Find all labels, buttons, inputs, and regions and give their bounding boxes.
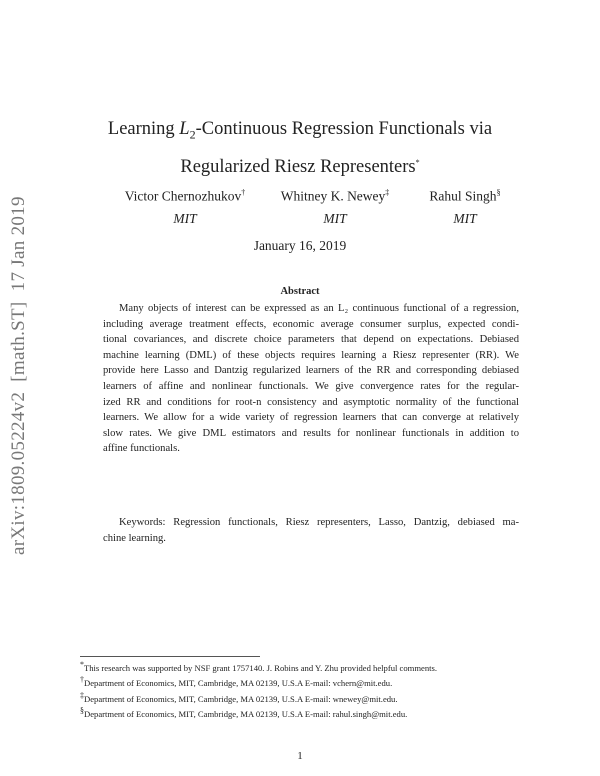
title-math: L [179, 119, 190, 139]
title-text: Regularized Riesz Representers [180, 156, 416, 177]
page-number: 1 [297, 750, 303, 762]
footnote-mark: § [80, 706, 84, 716]
footnote-mark: * [80, 660, 84, 669]
title-line-2 [0, 149, 600, 181]
footnote-rule [80, 656, 260, 657]
footnote-mark: ‡ [80, 690, 84, 700]
title-text: -Continuous Regression Functionals via [195, 119, 493, 139]
abstract-line: learners of affine and nonlinear functionals. We give convergence rates for the regular- [103, 380, 519, 392]
abstract-line: machine learning (DML) of these objects requires learning a Riesz representer (RR). We [103, 349, 519, 361]
footnote [80, 705, 437, 720]
footnote-text: Department of Economics, MIT, Cambridge, MA 02139, U.S.A E-mail: wnewey@mit.edu. [84, 693, 398, 704]
footnote [80, 674, 437, 689]
footnote-text: Department of Economics, MIT, Cambridge, MA 02139, U.S.A E-mail: rahul.singh@mit.edu. [84, 709, 408, 720]
title-line-1 [0, 116, 600, 149]
keywords-line: Keywords: Regression functionals, Riesz representers, Lasso, Dantzig, debiased ma- [119, 517, 519, 528]
author-affiliation: MIT [173, 210, 197, 226]
author-mark: ‡ [385, 188, 390, 197]
footnote-mark: † [80, 675, 84, 685]
abstract-line: slow rates. We give DML estimators and results for nonlinear functionals in addition to [103, 427, 519, 439]
footnote-text: This research was supported by NSF grant 1757140. J. Robins and Y. Zhu provided helpful comments. [84, 662, 438, 673]
title-text: Learning [107, 119, 180, 139]
footnote [80, 690, 437, 705]
title-footnote-mark: * [415, 157, 420, 167]
author-mark: † [241, 188, 246, 197]
author-1 [100, 188, 270, 227]
title-subscript: 2 [189, 127, 196, 142]
author-affiliation: MIT [453, 210, 477, 226]
author-2 [270, 188, 400, 227]
paper-title [0, 116, 600, 181]
abstract-line: learners. We allow for a wide variety of regression learners that can converge at relatively [103, 412, 519, 424]
abstract-line: Many objects of interest can be expressed as an L₂ continuous functional of a regression, [119, 303, 519, 314]
footnotes [80, 659, 437, 721]
keywords [103, 515, 519, 547]
abstract-line: including average treatment effects, economic average consumer surplus, expected condi- [103, 318, 519, 330]
keywords-line: chine learning. [103, 533, 166, 544]
arxiv-stamp: arXiv:1809.05224v2 [math.ST] 17 Jan 2019 [8, 196, 29, 555]
abstract-heading: Abstract [280, 286, 320, 297]
abstract-line: provide here Lasso and Dantzig regularized learners of the RR and corresponding debiased [103, 365, 519, 377]
abstract-line: ized RR and conditions for root-n consistency and asymptotic normality of the functional [103, 396, 519, 408]
paper-date: January 16, 2019 [253, 238, 347, 253]
abstract-body [103, 301, 519, 457]
author-mark: § [496, 188, 501, 197]
author-name: Whitney K. Newey [280, 188, 386, 204]
author-3 [415, 188, 515, 227]
author-name: Victor Chernozhukov [124, 188, 242, 204]
abstract-line: tional covariances, and discrete choice parameters that depend on expectations. Debiased [103, 334, 519, 346]
author-affiliation: MIT [323, 210, 347, 226]
author-name: Rahul Singh [429, 188, 497, 204]
footnote [80, 659, 437, 674]
footnote-text: Department of Economics, MIT, Cambridge, MA 02139, U.S.A E-mail: vchern@mit.edu. [84, 678, 393, 689]
abstract-line: affine functionals. [103, 443, 180, 455]
